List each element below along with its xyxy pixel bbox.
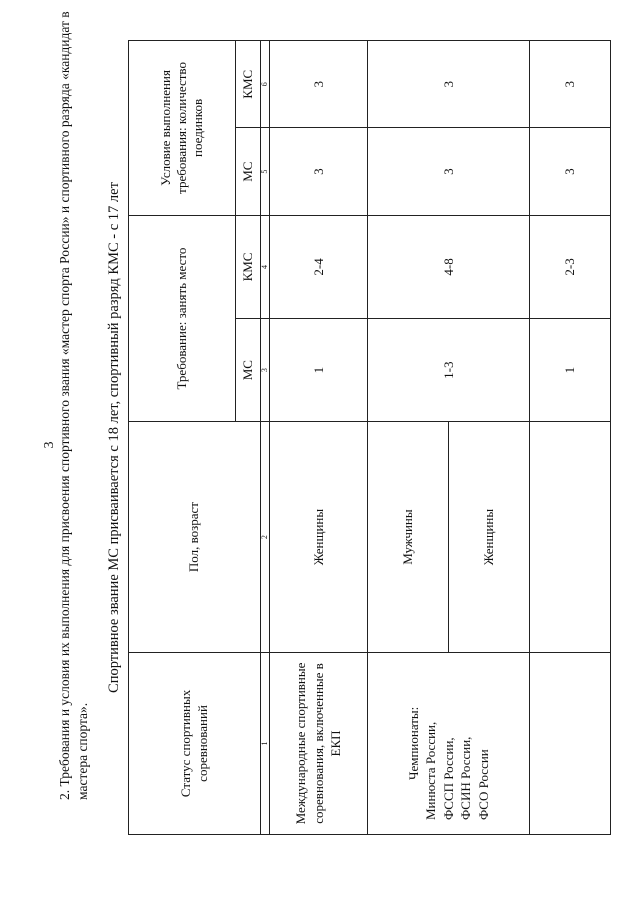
table-row (530, 41, 611, 835)
bouts-ms-cell: 3 (368, 128, 530, 215)
sex-cell: Мужчины (368, 422, 449, 653)
column-number: 1 (261, 652, 270, 834)
place-ms-cell: 1 (270, 319, 368, 422)
header-condition: Условие выполнения требования: количество поединков (129, 41, 236, 216)
header-row (129, 41, 236, 835)
header-status: Статус спортивных соревнований (129, 652, 261, 834)
status-cell (368, 652, 530, 834)
header-sex-age: Пол, возраст (129, 422, 261, 653)
bouts-ms-cell: 3 (270, 128, 368, 215)
table-caption: Спортивное звание МС присваивается с 18 лет, спортивный разряд КМС - с 17 лет (106, 182, 122, 693)
place-kms-cell: 4-8 (368, 215, 530, 318)
status-line: ФСО России (475, 749, 491, 820)
place-ms-cell: 1-3 (368, 319, 530, 422)
column-number: 4 (261, 215, 270, 318)
header-requirement: Требование: занять место (129, 215, 236, 421)
status-line: соревнования, включенные в ЕКП (310, 663, 344, 824)
header-bouts-kms: КМС (236, 41, 261, 128)
sex-cell: Женщины (270, 422, 368, 653)
header-place-kms: КМС (236, 215, 261, 318)
place-kms-cell: 2-3 (530, 215, 611, 318)
column-number: 2 (261, 422, 270, 653)
column-number: 5 (261, 128, 270, 215)
table-row (270, 41, 368, 835)
bouts-kms-cell: 3 (270, 41, 368, 128)
status-line: Международные спортивные (293, 662, 309, 825)
bouts-kms-cell: 3 (530, 41, 611, 128)
status-line: ФСИН России, (458, 736, 474, 820)
header-bouts-ms: МС (236, 128, 261, 215)
header-place-ms: МС (236, 319, 261, 422)
sex-cell: Женщины (449, 422, 530, 653)
place-ms-cell: 1 (530, 319, 611, 422)
table-row (368, 41, 449, 835)
column-number-row (261, 41, 270, 835)
status-line: Минюста России, (423, 721, 439, 820)
bouts-ms-cell: 3 (530, 128, 611, 215)
column-number: 6 (261, 41, 270, 128)
status-line: Чемпионаты: (405, 706, 421, 780)
page-number: 3 (42, 441, 57, 449)
status-cell (270, 652, 368, 834)
bouts-kms-cell: 3 (368, 41, 530, 128)
empty-cell (530, 422, 611, 653)
requirements-table (128, 40, 611, 835)
place-kms-cell: 2-4 (270, 215, 368, 318)
empty-cell (530, 652, 611, 834)
intro-paragraph: 2. Требования и условия их выполнения для присвоения спортивного звания «мастер спорта России» и спортивного разряда «кандидат в мастера спорта». (57, 11, 91, 800)
status-line: ФССП России, (440, 737, 456, 820)
column-number: 3 (261, 319, 270, 422)
